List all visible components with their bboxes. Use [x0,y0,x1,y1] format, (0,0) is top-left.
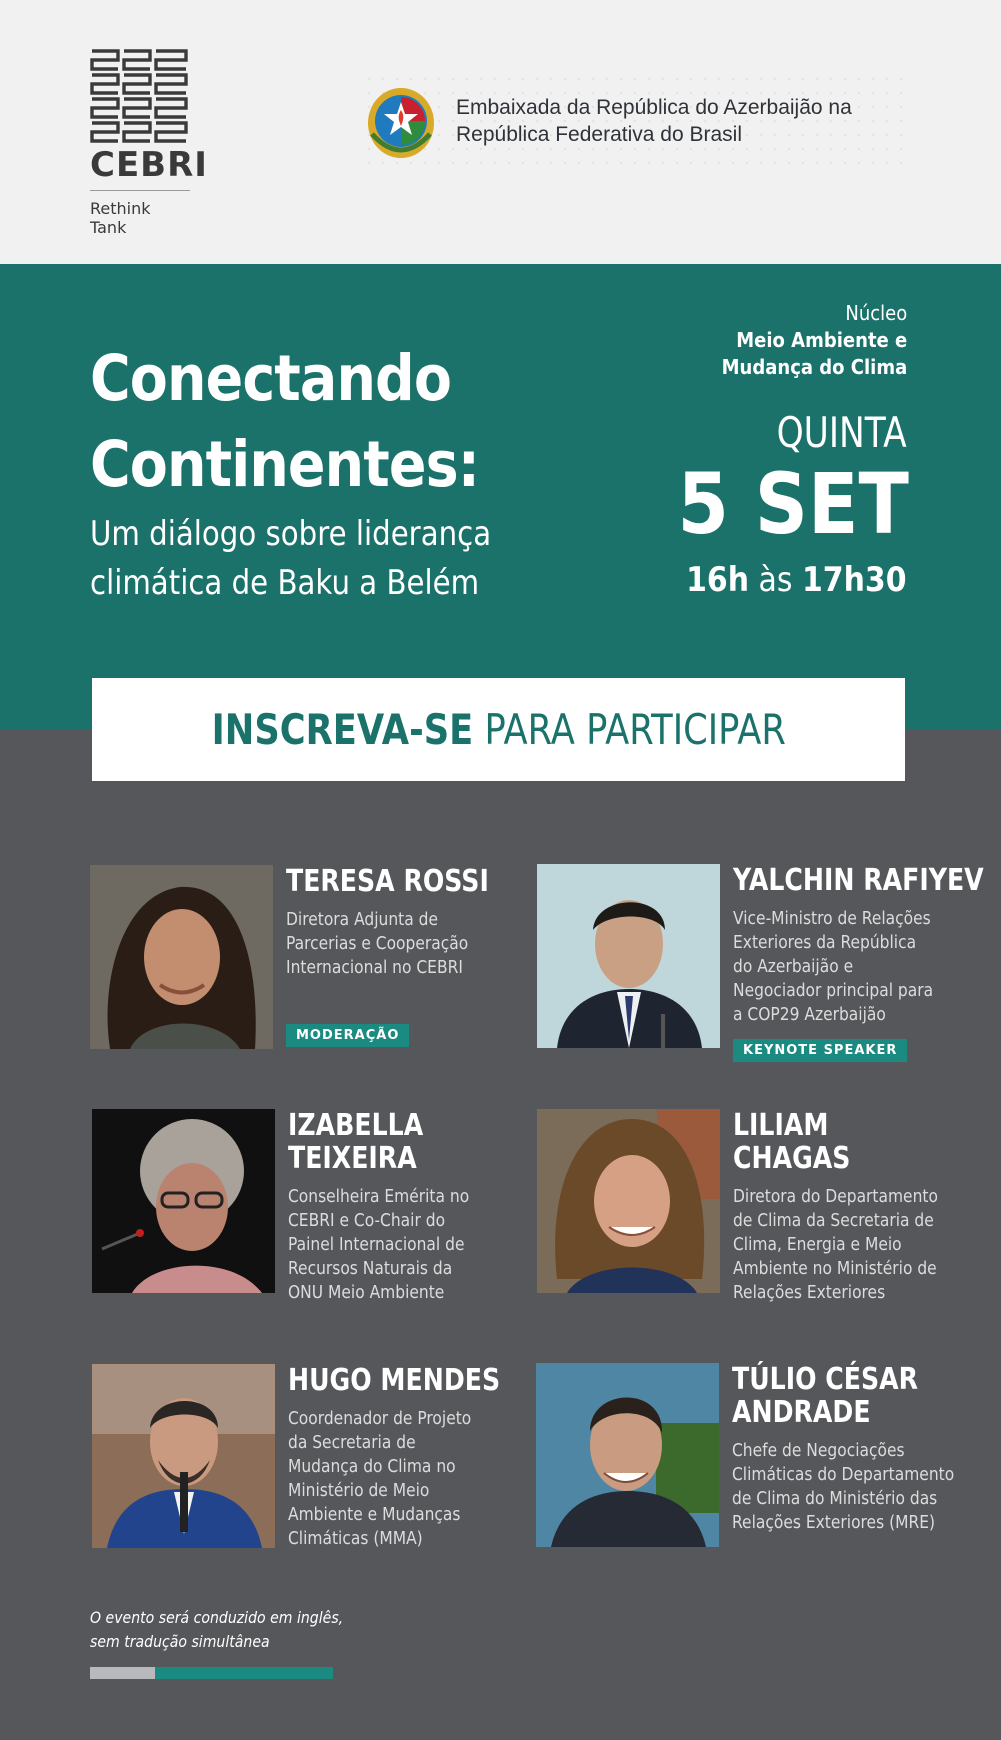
language-note [90,1606,343,1654]
speaker-name: LILIAM CHAGAS [733,1108,851,1176]
embassy-name [456,94,852,148]
speaker-photo [92,1364,275,1548]
speaker-name: TÚLIO CÉSAR ANDRADE [732,1362,919,1430]
event-subtitle-line-1: Um diálogo sobre liderança [90,514,492,554]
speaker-badge: KEYNOTE SPEAKER [733,1039,907,1062]
embassy-line-1: Embaixada da República do Azerbaijão na [456,96,852,119]
event-time-start: 16h [686,560,750,600]
speaker-role: Chefe de Negociações Climáticas do Departamento de Clima do Ministério das Relações Exteriores (MRE) [732,1440,955,1533]
portrait-woman-grey-hair-icon [92,1109,275,1293]
event-title [90,336,479,508]
speaker-info [288,1109,548,1305]
portrait-woman-curly-hair-icon [537,1109,720,1293]
nucleo-name-line-2: Mudança do Clima [721,355,907,379]
speaker-role: Vice-Ministro de Relações Exteriores da República do Azerbaijão e Negociador principal para a COP29 Azerbaijão [733,908,934,1025]
event-subtitle [90,510,491,608]
portrait-man-microphone-icon [92,1364,275,1548]
event-date: 5 SET [677,455,909,553]
event-subtitle-line-2: climática de Baku a Belém [90,563,480,603]
event-title-line-2: Continentes: [90,428,480,501]
speaker-badge: MODERAÇÃO [286,1024,409,1047]
speaker-photo [537,1109,720,1293]
register-button[interactable] [92,678,905,781]
speaker-role: Diretora do Departamento de Clima da Secretaria de Clima, Energia e Meio Ambiente no Ministério de Relações Exteriores [733,1186,938,1303]
event-banner [0,264,1001,730]
speaker-name: IZABELLA TEIXEIRA [288,1108,424,1176]
portrait-man-smiling-icon [536,1363,719,1547]
cebri-wordmark: CEBRI [90,145,208,185]
speaker-role: Diretora Adjunta de Parcerias e Cooperação Internacional no CEBRI [286,909,469,978]
portrait-man-suit-icon [537,864,720,1048]
event-time [687,560,907,600]
embassy-line-2: República Federativa do Brasil [456,123,742,146]
nucleo-name-line-1: Meio Ambiente e [736,328,907,352]
event-time-end: 17h30 [802,560,907,600]
language-note-line-2: sem tradução simultânea [90,1632,270,1651]
speaker-name: TERESA ROSSI [286,864,489,899]
nucleo-heading: Núcleo [845,301,907,325]
footer-accent-bar [90,1667,333,1679]
language-note-line-1: O evento será conduzido em inglês, [90,1608,344,1627]
speaker-info [733,1109,993,1305]
speaker-info [732,1363,992,1535]
event-time-separator: às [758,560,793,600]
speaker-photo [536,1363,719,1547]
speaker-info [733,864,993,1062]
cebri-pattern-icon [90,48,190,144]
speaker-role: Conselheira Emérita no CEBRI e Co-Chair do Painel Internacional de Recursos Naturais da ONU Meio Ambiente [288,1186,470,1303]
register-button-rest: PARA PARTICIPAR [484,705,786,754]
footer-accent-teal [155,1667,333,1679]
speaker-name: HUGO MENDES [288,1363,501,1398]
footer-accent-grey [90,1667,155,1679]
azerbaijan-emblem-icon [366,86,436,160]
header [0,0,1001,264]
cebri-rule [90,190,190,191]
cebri-tagline: Rethink Tank [90,199,151,237]
portrait-woman-dark-hair-icon [90,865,273,1049]
speaker-photo [92,1109,275,1293]
event-weekday: QUINTA [776,408,907,457]
register-button-label [211,705,785,754]
cebri-logo [90,48,208,237]
speaker-role: Coordenador de Projeto da Secretaria de Mudança do Clima no Ministério de Meio Ambiente e Mudanças Climáticas (MMA) [288,1408,472,1549]
embassy-block [362,72,914,176]
register-button-bold: INSCREVA-SE [211,705,474,754]
nucleo-label [721,300,907,381]
speaker-info [288,1364,548,1551]
speaker-info [286,865,546,1047]
event-title-line-1: Conectando [90,342,452,415]
speaker-photo [537,864,720,1048]
speaker-photo [90,865,273,1049]
speaker-name: YALCHIN RAFIYEV [733,863,984,898]
